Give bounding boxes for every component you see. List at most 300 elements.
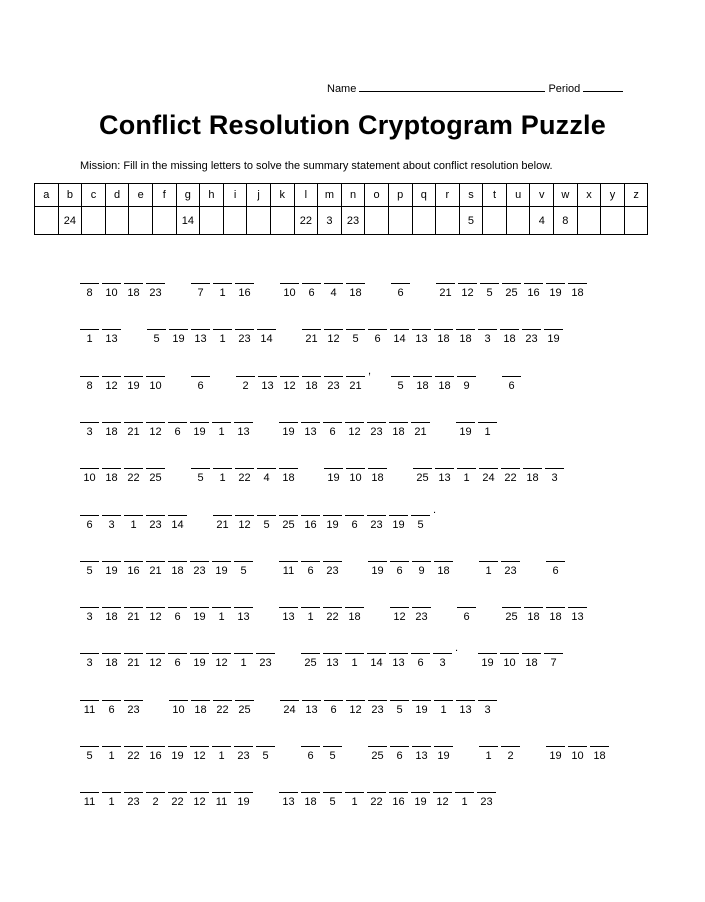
blank-underline[interactable] (146, 551, 165, 562)
blank-underline[interactable] (367, 412, 386, 423)
letter-blank[interactable] (279, 412, 298, 442)
blank-underline[interactable] (279, 597, 298, 608)
letter-blank[interactable] (478, 690, 497, 720)
blank-underline[interactable] (301, 597, 320, 608)
letter-blank[interactable] (168, 643, 187, 673)
blank-underline[interactable] (367, 643, 386, 654)
blank-underline[interactable] (257, 505, 276, 516)
blank-underline[interactable] (457, 458, 476, 469)
blank-underline[interactable] (258, 366, 277, 377)
blank-underline[interactable] (124, 782, 143, 793)
letter-blank[interactable] (124, 551, 143, 581)
blank-underline[interactable] (236, 366, 255, 377)
letter-blank[interactable] (191, 690, 210, 720)
letter-blank[interactable] (301, 412, 320, 442)
key-code-l[interactable]: 22 (294, 207, 318, 235)
blank-underline[interactable] (412, 690, 431, 701)
letter-blank[interactable] (256, 643, 275, 673)
blank-underline[interactable] (212, 597, 231, 608)
letter-blank[interactable] (523, 458, 542, 488)
blank-underline[interactable] (168, 505, 187, 516)
letter-blank[interactable] (213, 505, 232, 535)
blank-underline[interactable] (212, 643, 231, 654)
letter-blank[interactable] (169, 319, 188, 349)
key-code-w[interactable]: 8 (554, 207, 578, 235)
blank-underline[interactable] (213, 273, 232, 284)
blank-underline[interactable] (501, 736, 520, 747)
blank-underline[interactable] (169, 319, 188, 330)
letter-blank[interactable] (456, 412, 475, 442)
letter-blank[interactable] (257, 505, 276, 535)
letter-blank[interactable] (478, 643, 497, 673)
blank-underline[interactable] (102, 690, 121, 701)
letter-blank[interactable] (80, 505, 99, 535)
letter-blank[interactable] (323, 412, 342, 442)
blank-underline[interactable] (102, 505, 121, 516)
blank-underline[interactable] (80, 458, 99, 469)
blank-underline[interactable] (479, 736, 498, 747)
letter-blank[interactable] (102, 412, 121, 442)
letter-blank[interactable] (191, 319, 210, 349)
blank-underline[interactable] (524, 597, 543, 608)
letter-blank[interactable] (500, 643, 519, 673)
letter-blank[interactable] (434, 551, 453, 581)
letter-blank[interactable] (236, 366, 255, 396)
letter-blank[interactable] (190, 597, 209, 627)
blank-underline[interactable] (323, 643, 342, 654)
letter-blank[interactable] (280, 366, 299, 396)
blank-underline[interactable] (323, 782, 342, 793)
blank-underline[interactable] (280, 273, 299, 284)
blank-underline[interactable] (168, 782, 187, 793)
letter-blank[interactable] (212, 782, 231, 812)
letter-blank[interactable] (279, 597, 298, 627)
letter-blank[interactable] (234, 736, 253, 766)
blank-underline[interactable] (434, 736, 453, 747)
blank-underline[interactable] (346, 690, 365, 701)
letter-blank[interactable] (256, 736, 275, 766)
letter-blank[interactable] (168, 412, 187, 442)
blank-underline[interactable] (367, 782, 386, 793)
letter-blank[interactable] (234, 782, 253, 812)
letter-blank[interactable] (124, 643, 143, 673)
blank-underline[interactable] (324, 273, 343, 284)
letter-blank[interactable] (435, 366, 454, 396)
blank-underline[interactable] (412, 597, 431, 608)
letter-blank[interactable] (501, 458, 520, 488)
letter-blank[interactable] (455, 782, 474, 812)
blank-underline[interactable] (212, 551, 231, 562)
blank-underline[interactable] (368, 319, 387, 330)
letter-blank[interactable] (102, 736, 121, 766)
letter-blank[interactable] (324, 458, 343, 488)
key-code-j[interactable] (247, 207, 271, 235)
blank-underline[interactable] (391, 273, 410, 284)
blank-underline[interactable] (524, 273, 543, 284)
letter-blank[interactable] (345, 412, 364, 442)
blank-underline[interactable] (235, 458, 254, 469)
letter-blank[interactable] (346, 273, 365, 303)
key-code-c[interactable] (82, 207, 106, 235)
blank-underline[interactable] (80, 319, 99, 330)
letter-blank[interactable] (168, 782, 187, 812)
letter-blank[interactable] (301, 551, 320, 581)
letter-blank[interactable] (546, 273, 565, 303)
letter-blank[interactable] (213, 319, 232, 349)
blank-underline[interactable] (456, 412, 475, 423)
blank-underline[interactable] (80, 412, 99, 423)
blank-underline[interactable] (500, 319, 519, 330)
letter-blank[interactable] (168, 551, 187, 581)
blank-underline[interactable] (368, 736, 387, 747)
letter-blank[interactable] (323, 782, 342, 812)
blank-underline[interactable] (479, 458, 498, 469)
letter-blank[interactable] (257, 458, 276, 488)
blank-underline[interactable] (389, 412, 408, 423)
blank-underline[interactable] (102, 736, 121, 747)
blank-underline[interactable] (280, 690, 299, 701)
letter-blank[interactable] (546, 551, 565, 581)
letter-blank[interactable] (168, 736, 187, 766)
blank-underline[interactable] (124, 273, 143, 284)
blank-underline[interactable] (435, 366, 454, 377)
letter-blank[interactable] (191, 458, 210, 488)
letter-blank[interactable] (544, 319, 563, 349)
letter-blank[interactable] (190, 643, 209, 673)
letter-blank[interactable] (80, 366, 99, 396)
letter-blank[interactable] (413, 366, 432, 396)
blank-underline[interactable] (80, 736, 99, 747)
blank-underline[interactable] (256, 643, 275, 654)
letter-blank[interactable] (411, 505, 430, 535)
key-code-k[interactable] (270, 207, 294, 235)
letter-blank[interactable] (80, 412, 99, 442)
letter-blank[interactable] (324, 366, 343, 396)
blank-underline[interactable] (323, 505, 342, 516)
blank-underline[interactable] (389, 782, 408, 793)
blank-underline[interactable] (523, 458, 542, 469)
letter-blank[interactable] (456, 319, 475, 349)
blank-underline[interactable] (80, 690, 99, 701)
letter-blank[interactable] (146, 782, 165, 812)
blank-underline[interactable] (478, 690, 497, 701)
letter-blank[interactable] (301, 597, 320, 627)
blank-underline[interactable] (146, 412, 165, 423)
letter-blank[interactable] (345, 643, 364, 673)
blank-underline[interactable] (146, 273, 165, 284)
blank-underline[interactable] (235, 273, 254, 284)
letter-blank[interactable] (80, 458, 99, 488)
blank-underline[interactable] (413, 458, 432, 469)
key-code-o[interactable] (365, 207, 389, 235)
blank-underline[interactable] (323, 597, 342, 608)
letter-blank[interactable] (213, 458, 232, 488)
blank-underline[interactable] (411, 643, 430, 654)
blank-underline[interactable] (190, 551, 209, 562)
blank-underline[interactable] (191, 366, 210, 377)
blank-underline[interactable] (102, 412, 121, 423)
letter-blank[interactable] (412, 690, 431, 720)
letter-blank[interactable] (124, 597, 143, 627)
blank-underline[interactable] (367, 505, 386, 516)
blank-underline[interactable] (213, 319, 232, 330)
letter-blank[interactable] (80, 643, 99, 673)
blank-underline[interactable] (235, 505, 254, 516)
letter-blank[interactable] (478, 319, 497, 349)
blank-underline[interactable] (213, 690, 232, 701)
blank-underline[interactable] (257, 319, 276, 330)
blank-underline[interactable] (190, 412, 209, 423)
blank-underline[interactable] (234, 412, 253, 423)
blank-underline[interactable] (457, 366, 476, 377)
letter-blank[interactable] (124, 690, 143, 720)
blank-underline[interactable] (324, 319, 343, 330)
key-code-q[interactable] (412, 207, 436, 235)
letter-blank[interactable] (102, 643, 121, 673)
letter-blank[interactable] (301, 782, 320, 812)
letter-blank[interactable] (389, 782, 408, 812)
blank-underline[interactable] (389, 505, 408, 516)
blank-underline[interactable] (456, 690, 475, 701)
letter-blank[interactable] (368, 319, 387, 349)
blank-underline[interactable] (546, 551, 565, 562)
blank-underline[interactable] (324, 366, 343, 377)
blank-underline[interactable] (345, 782, 364, 793)
blank-underline[interactable] (124, 366, 143, 377)
letter-blank[interactable] (346, 690, 365, 720)
blank-underline[interactable] (390, 736, 409, 747)
letter-blank[interactable] (323, 597, 342, 627)
letter-blank[interactable] (280, 690, 299, 720)
blank-underline[interactable] (480, 273, 499, 284)
blank-underline[interactable] (234, 643, 253, 654)
key-code-u[interactable] (506, 207, 530, 235)
blank-underline[interactable] (544, 643, 563, 654)
letter-blank[interactable] (212, 643, 231, 673)
letter-blank[interactable] (168, 505, 187, 535)
letter-blank[interactable] (301, 643, 320, 673)
letter-blank[interactable] (501, 736, 520, 766)
letter-blank[interactable] (324, 319, 343, 349)
blank-underline[interactable] (191, 273, 210, 284)
blank-underline[interactable] (434, 551, 453, 562)
blank-underline[interactable] (302, 319, 321, 330)
letter-blank[interactable] (368, 690, 387, 720)
blank-underline[interactable] (434, 690, 453, 701)
letter-blank[interactable] (80, 319, 99, 349)
blank-underline[interactable] (546, 273, 565, 284)
blank-underline[interactable] (213, 458, 232, 469)
blank-underline[interactable] (477, 782, 496, 793)
key-code-p[interactable] (388, 207, 412, 235)
key-code-t[interactable] (483, 207, 507, 235)
letter-blank[interactable] (168, 597, 187, 627)
letter-blank[interactable] (212, 412, 231, 442)
letter-blank[interactable] (124, 366, 143, 396)
blank-underline[interactable] (545, 458, 564, 469)
letter-blank[interactable] (323, 551, 342, 581)
letter-blank[interactable] (390, 319, 409, 349)
blank-underline[interactable] (500, 643, 519, 654)
blank-underline[interactable] (568, 273, 587, 284)
blank-underline[interactable] (479, 551, 498, 562)
blank-underline[interactable] (301, 643, 320, 654)
blank-underline[interactable] (124, 458, 143, 469)
blank-underline[interactable] (301, 736, 320, 747)
blank-underline[interactable] (257, 458, 276, 469)
letter-blank[interactable] (389, 412, 408, 442)
letter-blank[interactable] (568, 273, 587, 303)
letter-blank[interactable] (502, 366, 521, 396)
letter-blank[interactable] (412, 551, 431, 581)
blank-underline[interactable] (389, 643, 408, 654)
letter-blank[interactable] (501, 551, 520, 581)
blank-underline[interactable] (546, 736, 565, 747)
blank-underline[interactable] (346, 319, 365, 330)
blank-underline[interactable] (190, 643, 209, 654)
blank-underline[interactable] (368, 458, 387, 469)
letter-blank[interactable] (235, 458, 254, 488)
letter-blank[interactable] (412, 736, 431, 766)
letter-blank[interactable] (235, 319, 254, 349)
letter-blank[interactable] (346, 366, 365, 396)
letter-blank[interactable] (124, 782, 143, 812)
letter-blank[interactable] (477, 782, 496, 812)
letter-blank[interactable] (367, 505, 386, 535)
letter-blank[interactable] (368, 551, 387, 581)
blank-underline[interactable] (433, 643, 452, 654)
letter-blank[interactable] (190, 782, 209, 812)
blank-underline[interactable] (124, 690, 143, 701)
blank-underline[interactable] (301, 551, 320, 562)
letter-blank[interactable] (102, 551, 121, 581)
letter-blank[interactable] (146, 597, 165, 627)
letter-blank[interactable] (124, 412, 143, 442)
letter-blank[interactable] (367, 643, 386, 673)
letter-blank[interactable] (433, 782, 452, 812)
letter-blank[interactable] (80, 597, 99, 627)
letter-blank[interactable] (146, 366, 165, 396)
blank-underline[interactable] (146, 736, 165, 747)
blank-underline[interactable] (436, 273, 455, 284)
letter-blank[interactable] (257, 319, 276, 349)
key-code-m[interactable]: 3 (318, 207, 342, 235)
blank-underline[interactable] (168, 643, 187, 654)
blank-underline[interactable] (169, 690, 188, 701)
key-code-a[interactable] (35, 207, 59, 235)
blank-underline[interactable] (124, 505, 143, 516)
blank-underline[interactable] (302, 690, 321, 701)
letter-blank[interactable] (346, 458, 365, 488)
blank-underline[interactable] (455, 782, 474, 793)
blank-underline[interactable] (478, 412, 497, 423)
letter-blank[interactable] (213, 273, 232, 303)
blank-underline[interactable] (212, 782, 231, 793)
letter-blank[interactable] (212, 736, 231, 766)
letter-blank[interactable] (146, 458, 165, 488)
letter-blank[interactable] (324, 273, 343, 303)
blank-underline[interactable] (324, 690, 343, 701)
letter-blank[interactable] (323, 736, 342, 766)
letter-blank[interactable] (301, 736, 320, 766)
blank-underline[interactable] (433, 782, 452, 793)
blank-underline[interactable] (502, 597, 521, 608)
blank-underline[interactable] (168, 412, 187, 423)
letter-blank[interactable] (345, 505, 364, 535)
letter-blank[interactable] (124, 736, 143, 766)
blank-underline[interactable] (168, 597, 187, 608)
letter-blank[interactable] (413, 458, 432, 488)
blank-underline[interactable] (80, 782, 99, 793)
blank-underline[interactable] (147, 319, 166, 330)
blank-underline[interactable] (124, 736, 143, 747)
letter-blank[interactable] (391, 366, 410, 396)
blank-underline[interactable] (568, 736, 587, 747)
letter-blank[interactable] (146, 412, 165, 442)
letter-blank[interactable] (102, 505, 121, 535)
letter-blank[interactable] (190, 412, 209, 442)
letter-blank[interactable] (390, 690, 409, 720)
key-code-g[interactable]: 14 (176, 207, 200, 235)
letter-blank[interactable] (102, 319, 121, 349)
blank-underline[interactable] (302, 273, 321, 284)
blank-underline[interactable] (345, 505, 364, 516)
blank-underline[interactable] (190, 597, 209, 608)
letter-blank[interactable] (411, 643, 430, 673)
letter-blank[interactable] (146, 273, 165, 303)
letter-blank[interactable] (279, 782, 298, 812)
key-code-d[interactable] (105, 207, 129, 235)
letter-blank[interactable] (411, 782, 430, 812)
key-code-v[interactable]: 4 (530, 207, 554, 235)
blank-underline[interactable] (301, 412, 320, 423)
key-code-n[interactable]: 23 (341, 207, 365, 235)
blank-underline[interactable] (279, 412, 298, 423)
blank-underline[interactable] (102, 551, 121, 562)
letter-blank[interactable] (102, 782, 121, 812)
letter-blank[interactable] (280, 273, 299, 303)
blank-underline[interactable] (478, 319, 497, 330)
blank-underline[interactable] (124, 412, 143, 423)
letter-blank[interactable] (412, 319, 431, 349)
letter-blank[interactable] (80, 551, 99, 581)
letter-blank[interactable] (279, 458, 298, 488)
letter-blank[interactable] (367, 782, 386, 812)
letter-blank[interactable] (323, 505, 342, 535)
letter-blank[interactable] (146, 551, 165, 581)
letter-blank[interactable] (435, 458, 454, 488)
blank-underline[interactable] (345, 597, 364, 608)
blank-underline[interactable] (279, 551, 298, 562)
blank-underline[interactable] (212, 412, 231, 423)
blank-underline[interactable] (301, 782, 320, 793)
letter-blank[interactable] (389, 643, 408, 673)
blank-underline[interactable] (102, 597, 121, 608)
blank-underline[interactable] (302, 366, 321, 377)
blank-underline[interactable] (502, 366, 521, 377)
key-code-z[interactable] (624, 207, 648, 235)
letter-blank[interactable] (458, 273, 477, 303)
blank-underline[interactable] (301, 505, 320, 516)
blank-underline[interactable] (522, 643, 541, 654)
blank-underline[interactable] (102, 319, 121, 330)
letter-blank[interactable] (522, 643, 541, 673)
letter-blank[interactable] (191, 273, 210, 303)
blank-underline[interactable] (234, 736, 253, 747)
blank-underline[interactable] (168, 736, 187, 747)
letter-blank[interactable] (302, 319, 321, 349)
blank-underline[interactable] (168, 551, 187, 562)
